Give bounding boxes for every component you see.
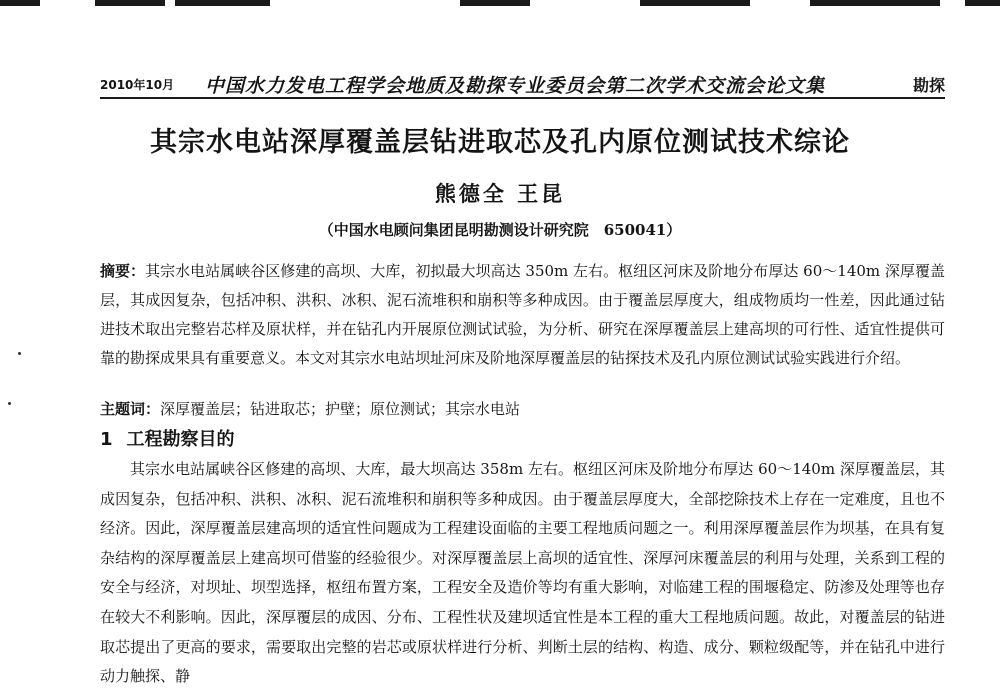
abstract-text: 其宗水电站属峡谷区修建的高坝、大库，初拟最大坝高达 350m 左右。枢纽区河床及阶地分布厚达 60～140m 深厚覆盖层，其成因复杂，包括冲积、洪积、冰积、泥石流堆积和崩积等多种成因。由于覆盖层厚度大，组成物质均一性差，因此通过钻进技术取出完整岩芯样及原状样，并在钻孔内开展原位测试试验，为分析、研究在深厚覆盖层上建高坝的可行性、适宜性提供可靠的勘探成果具有重要意义。本文对其宗水电站坝址河床及阶地深厚覆盖层的钻探技术及孔内原位测试试验实践进行介绍。: [100, 262, 945, 367]
abstract-label: 摘要：: [100, 262, 146, 280]
section-number: 1: [100, 429, 113, 450]
scan-speck: [8, 402, 11, 405]
scan-artifact: [175, 0, 270, 6]
section-heading: [100, 425, 235, 451]
header-section: 勘探: [912, 76, 945, 95]
section-title: 工程勘察目的: [126, 429, 235, 450]
scan-artifact: [95, 0, 165, 6]
running-header: [100, 68, 945, 96]
paper-affiliation: （中国水电顾问集团昆明勘测设计研究院 650041）: [318, 221, 682, 239]
paper-title: 其宗水电站深厚覆盖层钻进取芯及孔内原位测试技术综论: [150, 127, 850, 158]
keywords: [100, 395, 945, 424]
paper-authors: 熊德全 王昆: [434, 181, 566, 206]
header-journal: 中国水力发电工程学会地质及勘探专业委员会第二次学术交流会论文集: [205, 75, 826, 97]
scan-artifact: [965, 0, 1000, 6]
scan-speck: [18, 352, 21, 355]
header-date: 2010年10月: [100, 78, 175, 92]
scan-artifact: [0, 0, 40, 6]
abstract: [100, 257, 945, 373]
section-body: 其宗水电站属峡谷区修建的高坝、大库，最大坝高达 358m 左右。枢纽区河床及阶地分布厚达 60～140m 深厚覆盖层，其成因复杂，包括冲积、洪积、冰积、泥石流堆积和崩积等多种成因。由于覆盖层厚度大，全部挖除技术上存在一定难度，且也不经济。因此，深厚覆盖层建高坝的适宜性问题成为工程建设面临的主要工程地质问题之一。利用深厚覆盖层作为坝基，在具有复杂结构的深厚覆盖层上建高坝可借鉴的经验很少。对深厚覆盖层上高坝的适宜性、深厚河床覆盖层的利用与处理，关系到工程的安全与经济，对坝址、坝型选择，枢纽布置方案，工程安全及造价等均有重大影响，对临建工程的围堰稳定、防渗及处理等也存在较大不利影响。因此，深厚覆层的成因、分布、工程性状及建坝适宜性是本工程的重大工程地质问题。故此，对覆盖层的钻进取芯提出了更高的要求，需要取出完整的岩芯或原状样进行分析、判断土层的结构、构造、成分、颗粒级配等，并在钻孔中进行动力触探、静: [100, 460, 945, 686]
keywords-text: 深厚覆盖层；钻进取芯；护壁；原位测试；其宗水电站: [160, 400, 521, 418]
keywords-label: 主题词：: [100, 400, 161, 418]
header-rule: [100, 97, 945, 99]
scan-artifact: [810, 0, 940, 6]
scan-artifact: [640, 0, 750, 6]
scan-artifact: [460, 0, 530, 6]
